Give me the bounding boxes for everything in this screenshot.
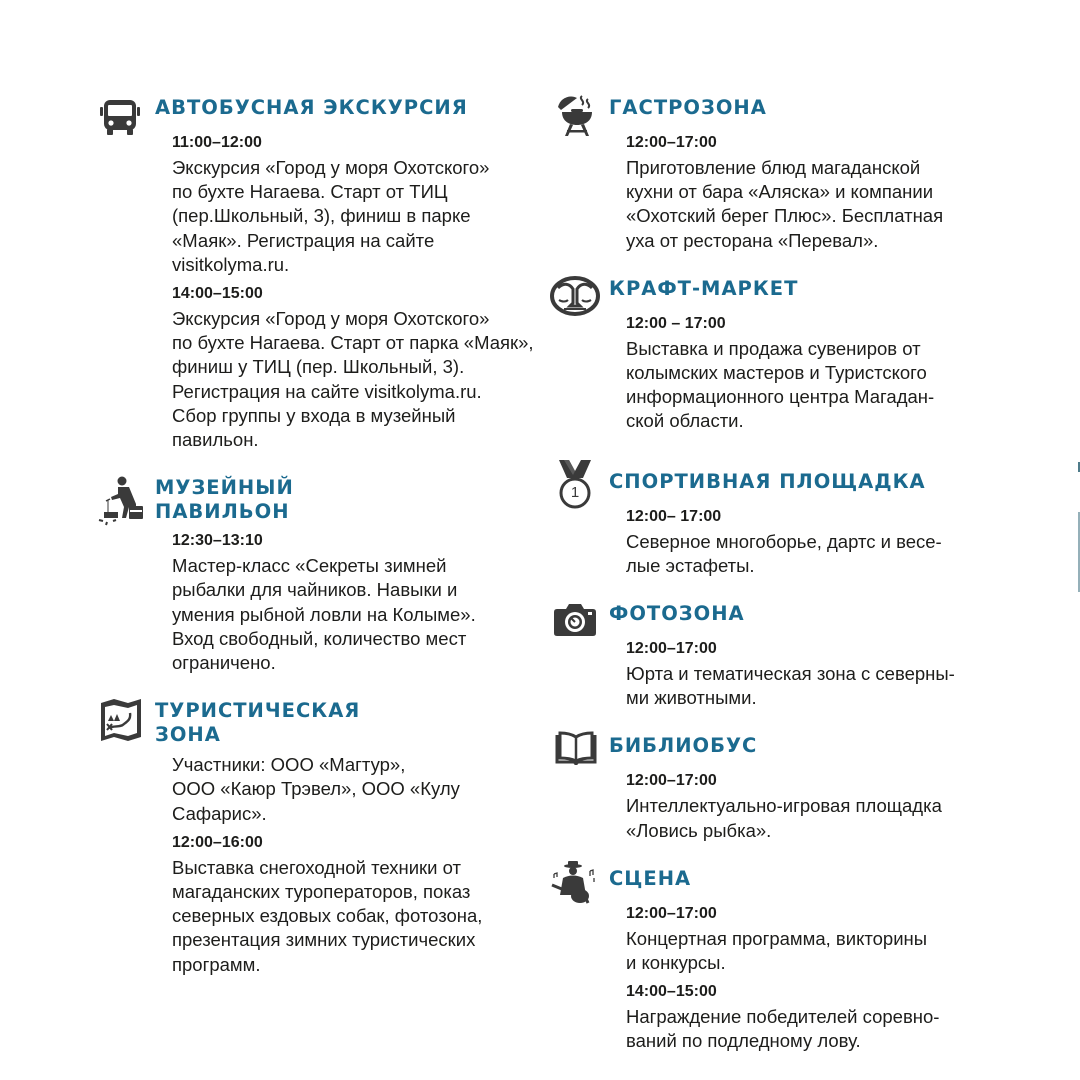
event-description: Мастер-класс «Секреты зимней рыбалки для чайников. Навыки и умения рыбной ловли на Колыме». Вход свободный, количество мест ограничено.: [172, 555, 476, 674]
section-title: СЦЕНА: [609, 866, 692, 890]
right-column: [554, 96, 994, 1060]
event-time: 12:00–17:00: [626, 904, 717, 922]
camera-icon: [554, 602, 596, 636]
event-time: 14:00–15:00: [172, 285, 263, 303]
section-title: ГАСТРОЗОНА: [609, 96, 767, 119]
event-time: 12:00 – 17:00: [626, 314, 726, 332]
section-title: ФОТОЗОНА: [609, 602, 745, 626]
event-description: Интеллектуально-игровая площадка «Ловись рыбка».: [626, 795, 942, 841]
section-gastrozone: [554, 96, 994, 259]
section-museum-pavilion: [100, 476, 540, 681]
event-description: Северное многоборье, дартс и весе- лые эстафеты.: [626, 530, 942, 576]
section-photo-zone: [554, 602, 994, 716]
event-description: Юрта и тематическая зона с северны- ми животными.: [626, 663, 955, 709]
event-description: Выставка и продажа сувениров от колымских мастеров и Туристского информационного центра Магадан- ской области.: [626, 337, 935, 432]
guitar-player-icon: [548, 861, 598, 907]
event-description: Экскурсия «Город у моря Охотского» по бухте Нагаева. Старт от ТИЦ (пер.Школьный, 3), финиш в парке «Маяк». Регистрация на сайте visitkolyma.ru.: [172, 157, 490, 275]
bus-icon: [100, 98, 140, 138]
event-description: Приготовление блюд магаданской кухни от бара «Аляска» и компании «Охотский берег Плюс». Бесплатная уха от ресторана «Перевал».: [626, 157, 944, 251]
event-description: Экскурсия «Город у моря Охотского» по бухте Нагаева. Старт от парка «Маяк», финиш у ТИЦ (пер. Школьный, 3). Регистрация на сайте visitkolyma.ru. Сбор группы у входа в музейный павильон.: [172, 308, 534, 451]
event-time: 14:00–15:00: [626, 983, 717, 1001]
map-icon: [100, 699, 142, 741]
event-time: 12:30–13:10: [172, 532, 263, 550]
event-time: 12:00–17:00: [626, 772, 717, 790]
grill-icon: [554, 92, 600, 138]
medal-icon: [556, 458, 594, 510]
event-description: Награждение победителей соревно- ваний по подледному лову.: [626, 1006, 940, 1052]
section-title: СПОРТИВНАЯ ПЛОЩАДКА: [609, 469, 926, 493]
section-stage: [554, 867, 994, 1060]
section-sports-ground: [554, 458, 994, 584]
medal-number: 1: [570, 483, 580, 501]
event-time: 11:00–12:00: [172, 134, 262, 151]
section-bibliobus: [554, 734, 994, 848]
section-title: АВТОБУСНАЯ ЭКСКУРСИЯ: [155, 96, 468, 119]
event-time: 12:00–16:00: [172, 833, 263, 851]
section-title: КРАФТ-МАРКЕТ: [609, 276, 799, 300]
participants-text: Участники: ООО «Магтур», ООО «Каюр Трэвел», ООО «Кулу Сафарис».: [172, 754, 460, 824]
event-time: 12:00– 17:00: [626, 507, 722, 525]
mask-icon: [550, 276, 600, 316]
section-title: ТУРИСТИЧЕСКАЯ ЗОНА: [155, 699, 361, 747]
event-time: 12:00–17:00: [626, 640, 717, 658]
section-craft-market: [554, 277, 994, 440]
event-description: Концертная программа, викторины и конкурсы.: [626, 927, 928, 974]
section-bus-excursion: [100, 96, 540, 458]
event-description: Выставка снегоходной техники от магаданских туроператоров, показ северных ездовых собак, фотозона, презентация зимних туристических программ.: [172, 856, 483, 975]
section-title: БИБЛИОБУС: [609, 734, 758, 758]
left-column: [100, 96, 540, 983]
section-title: МУЗЕЙНЫЙ ПАВИЛЬОН: [155, 476, 294, 524]
book-icon: [554, 731, 598, 767]
section-tourist-zone: [100, 699, 540, 983]
ice-fisherman-icon: [96, 476, 146, 526]
event-time: 12:00–17:00: [626, 134, 717, 151]
